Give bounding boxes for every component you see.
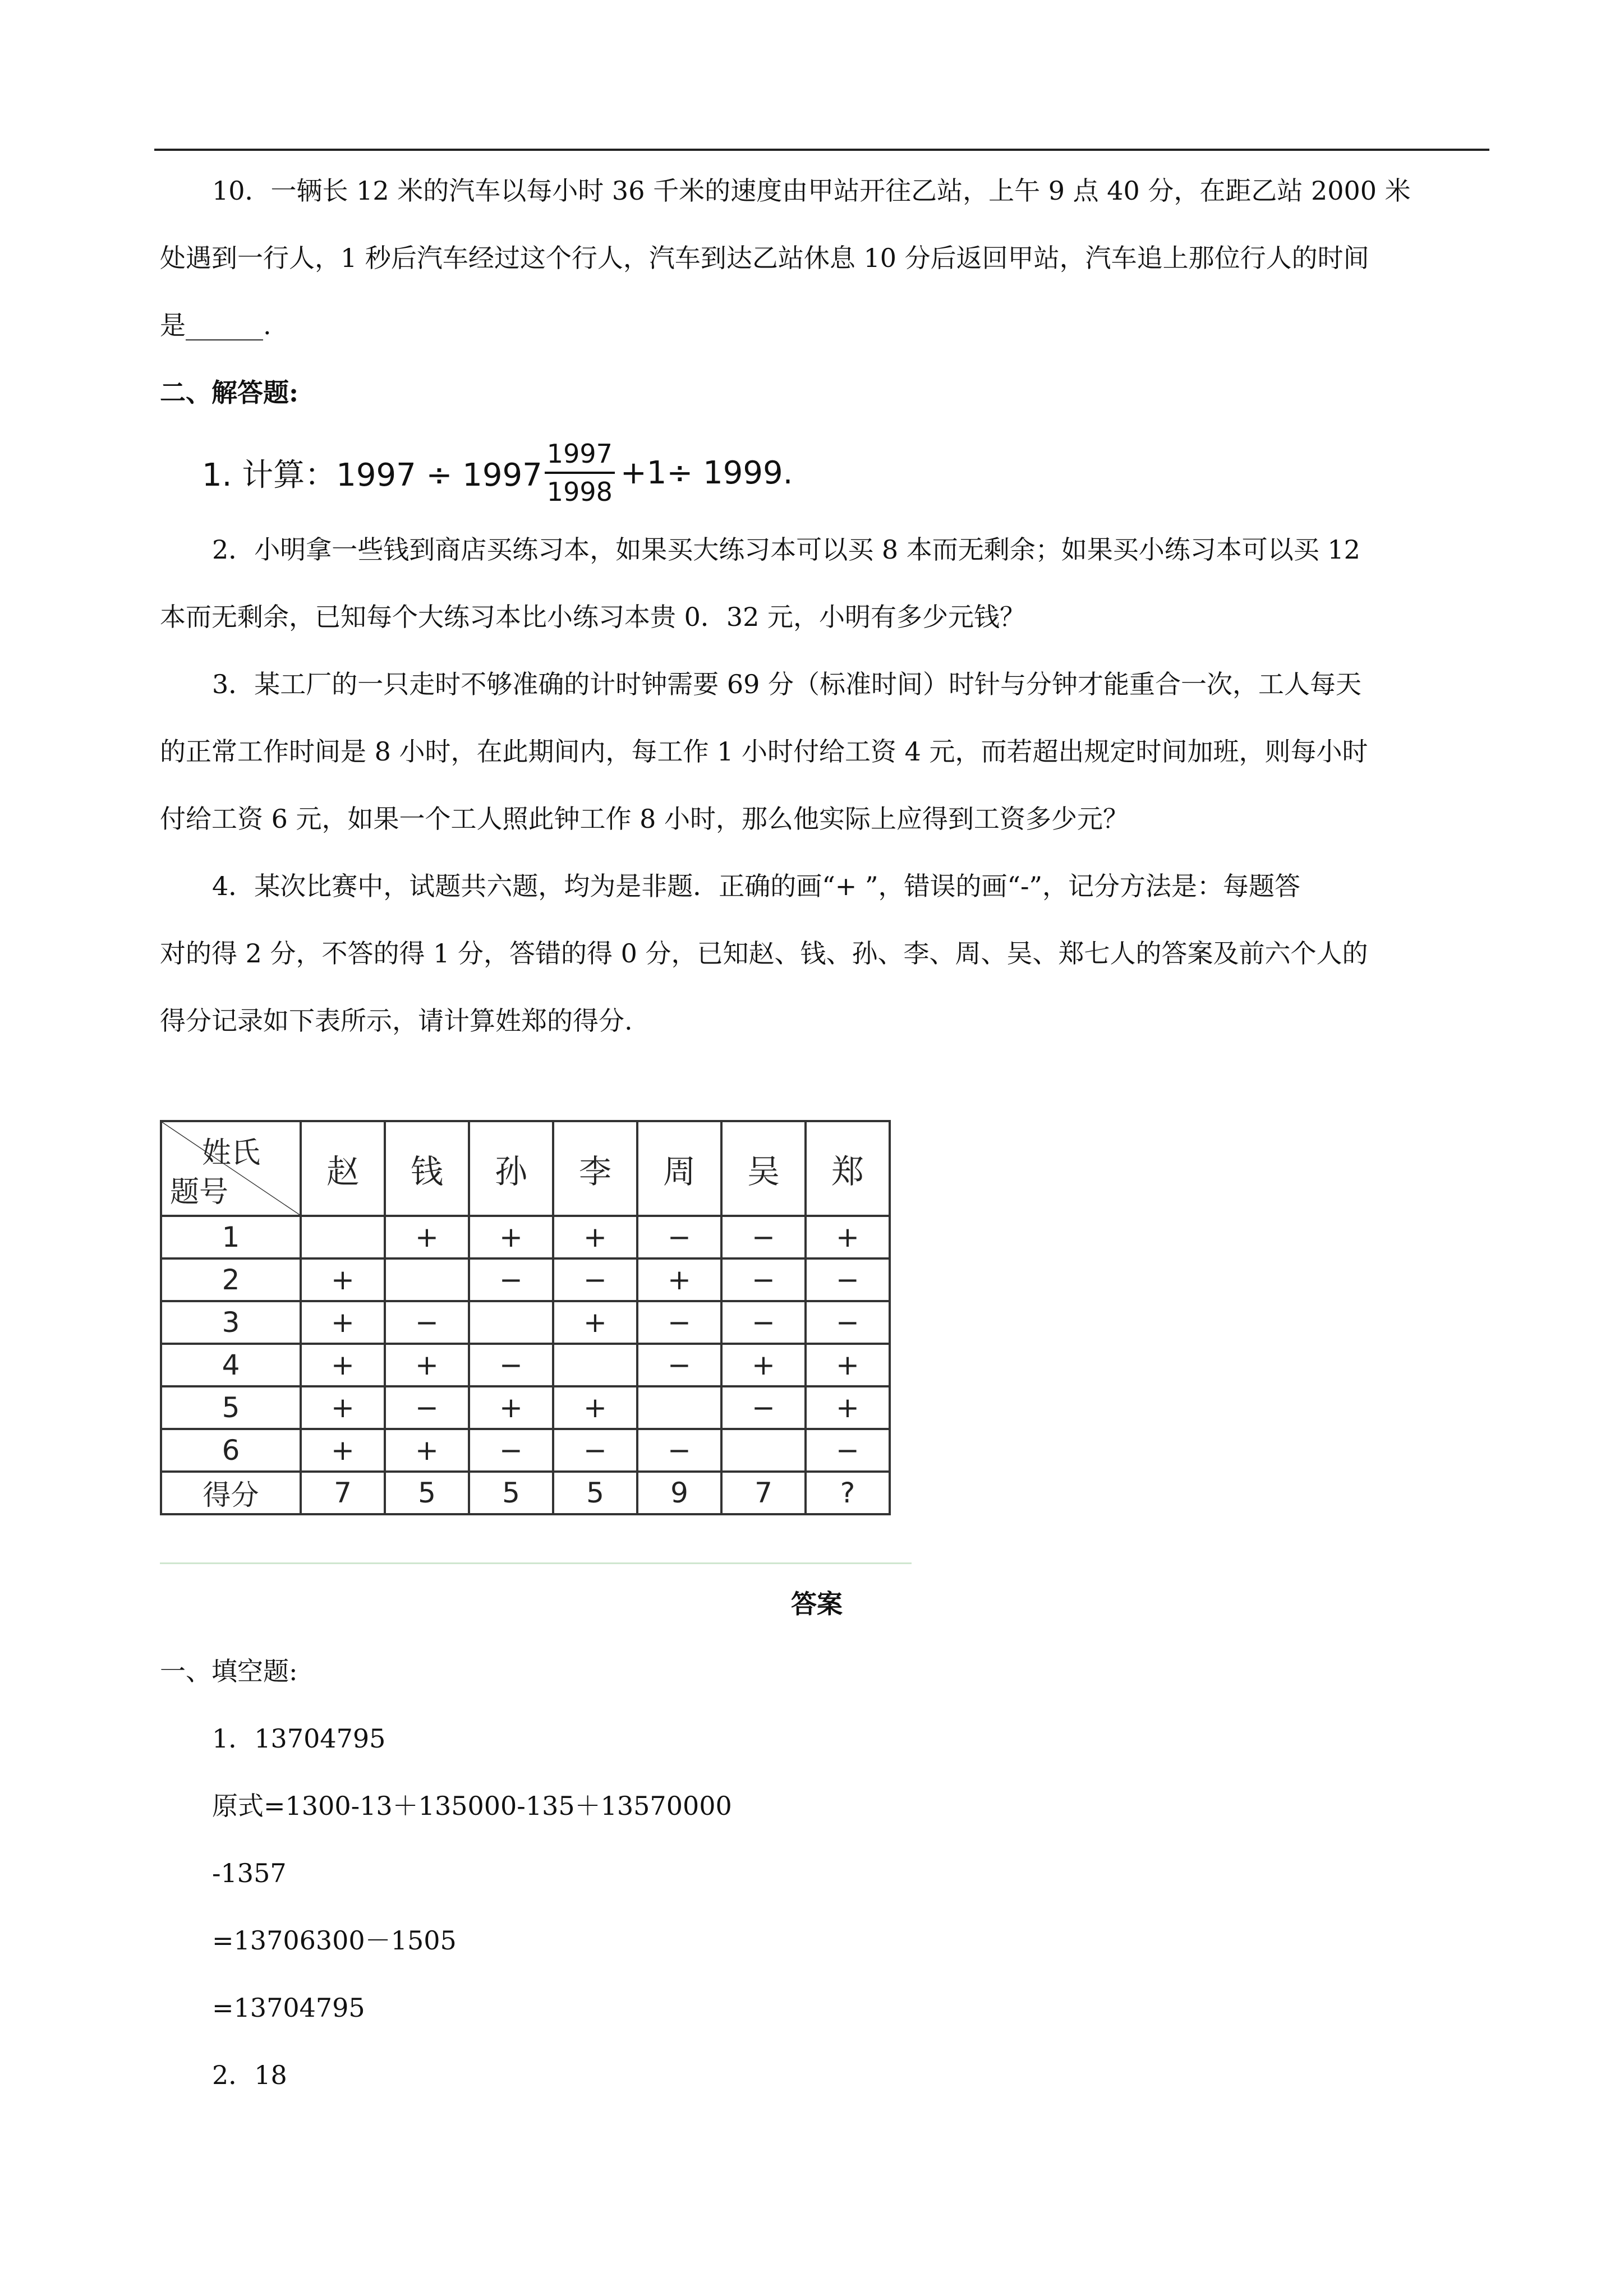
table-row — [161, 1429, 890, 1472]
score-cell: 5 — [553, 1472, 637, 1514]
answer-cell: − — [553, 1429, 637, 1472]
answer-cell: + — [806, 1216, 890, 1258]
answer-line: 原式=1300-13＋135000-135＋13570000 — [212, 1791, 732, 1821]
answer-cell: − — [721, 1301, 806, 1344]
row-label: 5 — [161, 1386, 301, 1429]
answer-cell — [469, 1301, 553, 1344]
answer-cell: + — [806, 1386, 890, 1429]
answer-cell: + — [553, 1216, 637, 1258]
answer-cell: − — [637, 1301, 721, 1344]
table-corner-cell — [161, 1121, 301, 1216]
answer-cell: + — [637, 1258, 721, 1301]
answer-cell: − — [806, 1258, 890, 1301]
answer-line: 2．18 — [212, 2060, 287, 2090]
q1-fraction-denominator: 1998 — [546, 477, 613, 507]
score-cell: ? — [806, 1472, 890, 1514]
score-cell: 9 — [637, 1472, 721, 1514]
q3-line2: 的正常工作时间是 8 小时，在此期间内，每工作 1 小时付给工资 4 元，而若超出规定时间加班，则每小时 — [160, 736, 1368, 767]
q1-fraction-numerator: 1997 — [545, 438, 615, 474]
table-row — [161, 1258, 890, 1301]
answer-cell: − — [637, 1216, 721, 1258]
answer-cell: + — [469, 1386, 553, 1429]
answer-cell: − — [637, 1344, 721, 1386]
answer-cell: + — [301, 1258, 385, 1301]
answers-title: 答案 — [791, 1589, 843, 1619]
surname-header: 钱 — [385, 1121, 469, 1216]
q10-line2: 处遇到一行人，1 秒后汽车经过这个行人，汽车到达乙站休息 10 分后返回甲站，汽车追上那位行人的时间 — [160, 243, 1369, 273]
answer-cell: − — [469, 1258, 553, 1301]
score-cell: 5 — [469, 1472, 553, 1514]
section-title-solve: 二、解答题: — [160, 377, 298, 408]
table-row — [161, 1344, 890, 1386]
table-row — [161, 1301, 890, 1344]
answer-cell — [721, 1429, 806, 1472]
row-label: 4 — [161, 1344, 301, 1386]
answer-cell: − — [385, 1301, 469, 1344]
answer-divider — [160, 1562, 912, 1564]
answer-cell: − — [806, 1301, 890, 1344]
answer-cell: + — [301, 1301, 385, 1344]
answer-cell: + — [301, 1386, 385, 1429]
answer-cell — [553, 1344, 637, 1386]
score-cell: 7 — [721, 1472, 806, 1514]
q1-suffix: +1÷ 1999. — [620, 454, 793, 491]
table-row — [161, 1386, 890, 1429]
answer-cell: + — [385, 1344, 469, 1386]
q4-line2: 对的得 2 分，不答的得 1 分，答错的得 0 分，已知赵、钱、孙、李、周、吴、郑七人的答案及前六个人的 — [160, 938, 1368, 969]
answer-cell — [637, 1386, 721, 1429]
q3-line1: 3．某工厂的一只走时不够准确的计时钟需要 69 分（标准时间）时针与分钟才能重合一次，工人每天 — [212, 669, 1362, 699]
answer-cell — [385, 1258, 469, 1301]
header-rule — [154, 149, 1489, 151]
corner-label-question: 题号 — [170, 1175, 229, 1209]
q2-line1: 2．小明拿一些钱到商店买练习本，如果买大练习本可以买 8 本而无剩余；如果买小练习本可以买 12 — [212, 534, 1360, 565]
surname-header: 周 — [637, 1121, 721, 1216]
q10-line3: 是______. — [160, 310, 272, 340]
answer-cell: − — [553, 1258, 637, 1301]
q4-line1: 4．某次比赛中，试题共六题，均为是非题．正确的画“+ ”，错误的画“-”，记分方法是：每题答 — [212, 871, 1301, 901]
q4-line3: 得分记录如下表所示，请计算姓郑的得分. — [160, 1006, 633, 1036]
q1-formula — [202, 431, 793, 515]
answer-line: =13704795 — [212, 1993, 365, 2023]
answer-cell: + — [721, 1344, 806, 1386]
surname-header: 吴 — [721, 1121, 806, 1216]
answers-section-title: 一、填空题: — [160, 1656, 298, 1686]
answer-cell: + — [385, 1429, 469, 1472]
row-label: 2 — [161, 1258, 301, 1301]
answer-cell: + — [806, 1344, 890, 1386]
answer-cell: + — [301, 1429, 385, 1472]
q1-prefix: 1. 计算：1997 ÷ 1997 — [202, 457, 542, 494]
answer-cell: − — [469, 1429, 553, 1472]
score-table — [160, 1120, 891, 1515]
q2-line2: 本而无剩余，已知每个大练习本比小练习本贵 0．32 元，小明有多少元钱？ — [160, 602, 1026, 632]
answer-cell: − — [637, 1429, 721, 1472]
answer-cell: − — [469, 1344, 553, 1386]
answer-line: 1．13704795 — [212, 1723, 386, 1754]
answer-cell: − — [806, 1429, 890, 1472]
answer-cell: − — [721, 1216, 806, 1258]
table-header-row — [161, 1121, 890, 1216]
row-label: 1 — [161, 1216, 301, 1258]
answer-cell: − — [721, 1258, 806, 1301]
row-label: 3 — [161, 1301, 301, 1344]
surname-header: 郑 — [806, 1121, 890, 1216]
surname-header: 赵 — [301, 1121, 385, 1216]
q10-line1: 10．一辆长 12 米的汽车以每小时 36 千米的速度由甲站开往乙站，上午 9 点 40 分，在距乙站 2000 米 — [212, 176, 1411, 206]
answer-cell: + — [385, 1216, 469, 1258]
answer-cell: − — [385, 1386, 469, 1429]
row-label-score: 得分 — [161, 1472, 301, 1514]
answer-line: -1357 — [212, 1858, 287, 1888]
score-cell: 5 — [385, 1472, 469, 1514]
answer-cell: − — [721, 1386, 806, 1429]
q1-fraction — [545, 438, 615, 508]
row-label: 6 — [161, 1429, 301, 1472]
surname-header: 李 — [553, 1121, 637, 1216]
answer-cell: + — [553, 1386, 637, 1429]
corner-label-surname: 姓氏 — [201, 1136, 260, 1170]
answer-line: =13706300－1505 — [212, 1925, 457, 1956]
table-row — [161, 1216, 890, 1258]
score-cell: 7 — [301, 1472, 385, 1514]
answer-cell — [301, 1216, 385, 1258]
answer-cell: + — [553, 1301, 637, 1344]
q3-line3: 付给工资 6 元，如果一个工人照此钟工作 8 小时，那么他实际上应得到工资多少元？ — [160, 804, 1129, 834]
answer-cell: + — [469, 1216, 553, 1258]
answer-cell: + — [301, 1344, 385, 1386]
surname-header: 孙 — [469, 1121, 553, 1216]
score-row — [161, 1472, 890, 1514]
